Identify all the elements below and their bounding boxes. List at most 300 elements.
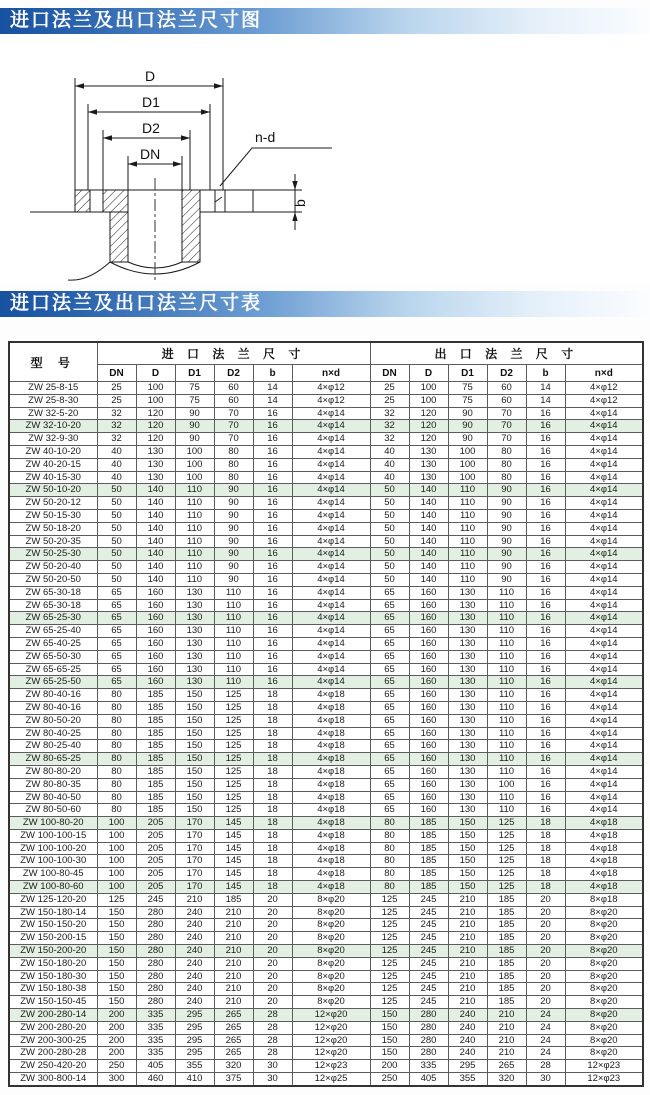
value-cell: 60 [214, 382, 253, 395]
value-cell: 4×φ14 [565, 778, 643, 791]
table-row [9, 471, 643, 484]
model-cell: ZW 65-25-30 [9, 612, 97, 625]
value-cell: 295 [175, 1009, 214, 1022]
value-cell: 125 [487, 829, 526, 842]
value-cell: 90 [448, 433, 487, 446]
value-cell: 125 [214, 740, 253, 753]
value-cell: 150 [448, 817, 487, 830]
value-cell: 18 [526, 881, 565, 894]
value-cell: 100 [97, 829, 136, 842]
value-cell: 100 [409, 382, 448, 395]
value-cell: 110 [448, 561, 487, 574]
table-row [9, 970, 643, 983]
value-cell: 210 [214, 945, 253, 958]
value-cell: 16 [526, 484, 565, 497]
value-cell: 40 [97, 471, 136, 484]
value-cell: 40 [97, 458, 136, 471]
model-cell: ZW 65-25-40 [9, 625, 97, 638]
value-cell: 65 [370, 765, 409, 778]
value-cell: 130 [175, 650, 214, 663]
value-cell: 210 [448, 996, 487, 1009]
model-cell: ZW 65-25-50 [9, 676, 97, 689]
value-cell: 16 [253, 625, 292, 638]
value-cell: 16 [253, 420, 292, 433]
value-cell: 185 [409, 817, 448, 830]
value-cell: 18 [253, 753, 292, 766]
value-cell: 160 [409, 625, 448, 638]
value-cell: 4×φ14 [565, 561, 643, 574]
value-cell: 130 [175, 637, 214, 650]
value-cell: 80 [214, 445, 253, 458]
value-cell: 65 [97, 650, 136, 663]
value-cell: 18 [253, 714, 292, 727]
value-cell: 28 [253, 1034, 292, 1047]
value-cell: 16 [526, 791, 565, 804]
value-cell: 4×φ14 [565, 458, 643, 471]
value-cell: 8×φ20 [292, 906, 370, 919]
value-cell: 160 [409, 676, 448, 689]
value-cell: 125 [487, 842, 526, 855]
value-cell: 130 [448, 625, 487, 638]
value-cell: 100 [175, 458, 214, 471]
value-cell: 65 [370, 791, 409, 804]
value-cell: 80 [97, 689, 136, 702]
value-cell: 150 [175, 804, 214, 817]
model-cell: ZW 100-100-20 [9, 842, 97, 855]
value-cell: 80 [97, 740, 136, 753]
value-cell: 130 [448, 714, 487, 727]
dim-label-nd: n-d [255, 129, 276, 145]
value-cell: 16 [253, 484, 292, 497]
value-cell: 205 [136, 842, 175, 855]
value-cell: 4×φ14 [565, 548, 643, 561]
value-cell: 130 [448, 701, 487, 714]
value-cell: 140 [136, 561, 175, 574]
value-cell: 150 [370, 1034, 409, 1047]
model-cell: ZW 100-80-45 [9, 868, 97, 881]
value-cell: 4×φ14 [292, 650, 370, 663]
value-cell: 280 [136, 932, 175, 945]
table-row [9, 394, 643, 407]
value-cell: 150 [97, 945, 136, 958]
value-cell: 245 [409, 996, 448, 1009]
value-cell: 8×φ20 [565, 945, 643, 958]
value-cell: 150 [370, 1047, 409, 1060]
value-cell: 80 [97, 804, 136, 817]
value-cell: 130 [448, 637, 487, 650]
value-cell: 4×φ14 [565, 484, 643, 497]
model-cell: ZW 65-30-18 [9, 599, 97, 612]
value-cell: 140 [409, 522, 448, 535]
value-cell: 90 [214, 561, 253, 574]
model-cell: ZW 50-20-50 [9, 573, 97, 586]
model-cell: ZW 50-15-30 [9, 509, 97, 522]
table-row [9, 1009, 643, 1022]
value-cell: 50 [370, 548, 409, 561]
value-cell: 16 [526, 573, 565, 586]
value-cell: 100 [97, 842, 136, 855]
value-cell: 185 [136, 689, 175, 702]
value-cell: 12×φ20 [292, 1034, 370, 1047]
value-cell: 150 [97, 906, 136, 919]
col-header-outlet-b: b [526, 365, 565, 382]
value-cell: 16 [253, 637, 292, 650]
value-cell: 150 [97, 996, 136, 1009]
value-cell: 8×φ20 [565, 1047, 643, 1060]
value-cell: 4×φ14 [565, 445, 643, 458]
table-row [9, 420, 643, 433]
value-cell: 240 [175, 970, 214, 983]
value-cell: 185 [487, 983, 526, 996]
value-cell: 125 [214, 753, 253, 766]
value-cell: 4×φ14 [292, 561, 370, 574]
value-cell: 4×φ14 [565, 676, 643, 689]
model-cell: ZW 32-9-30 [9, 433, 97, 446]
value-cell: 4×φ14 [565, 791, 643, 804]
value-cell: 210 [448, 957, 487, 970]
value-cell: 65 [97, 612, 136, 625]
model-cell: ZW 150-180-20 [9, 957, 97, 970]
value-cell: 4×φ14 [565, 471, 643, 484]
value-cell: 65 [370, 663, 409, 676]
value-cell: 18 [253, 804, 292, 817]
value-cell: 65 [370, 599, 409, 612]
value-cell: 210 [448, 970, 487, 983]
value-cell: 8×φ20 [292, 932, 370, 945]
value-cell: 4×φ14 [292, 458, 370, 471]
value-cell: 145 [214, 881, 253, 894]
model-cell: ZW 250-420-20 [9, 1060, 97, 1073]
value-cell: 160 [136, 612, 175, 625]
value-cell: 8×φ20 [292, 996, 370, 1009]
model-cell: ZW 80-65-25 [9, 753, 97, 766]
value-cell: 245 [136, 893, 175, 906]
value-cell: 140 [409, 573, 448, 586]
value-cell: 8×φ20 [292, 957, 370, 970]
value-cell: 265 [214, 1021, 253, 1034]
value-cell: 160 [409, 612, 448, 625]
value-cell: 160 [136, 676, 175, 689]
value-cell: 110 [175, 484, 214, 497]
col-header-outlet-d: D [409, 365, 448, 382]
value-cell: 16 [253, 548, 292, 561]
value-cell: 210 [214, 957, 253, 970]
model-cell: ZW 40-20-15 [9, 458, 97, 471]
value-cell: 80 [97, 753, 136, 766]
value-cell: 70 [487, 433, 526, 446]
value-cell: 120 [136, 433, 175, 446]
value-cell: 110 [487, 612, 526, 625]
value-cell: 16 [526, 701, 565, 714]
value-cell: 16 [526, 522, 565, 535]
value-cell: 150 [370, 1021, 409, 1034]
value-cell: 8×φ20 [565, 957, 643, 970]
value-cell: 16 [526, 407, 565, 420]
table-row [9, 740, 643, 753]
value-cell: 130 [448, 765, 487, 778]
value-cell: 250 [97, 1060, 136, 1073]
value-cell: 160 [409, 778, 448, 791]
value-cell: 110 [487, 599, 526, 612]
value-cell: 110 [214, 612, 253, 625]
model-cell: ZW 65-65-25 [9, 663, 97, 676]
value-cell: 150 [97, 957, 136, 970]
value-cell: 160 [136, 599, 175, 612]
value-cell: 4×φ14 [292, 522, 370, 535]
value-cell: 4×φ12 [565, 382, 643, 395]
table-row [9, 778, 643, 791]
value-cell: 205 [136, 817, 175, 830]
value-cell: 185 [409, 829, 448, 842]
value-cell: 16 [526, 804, 565, 817]
col-header-outlet-d1: D1 [448, 365, 487, 382]
value-cell: 8×φ20 [565, 970, 643, 983]
value-cell: 8×φ20 [565, 932, 643, 945]
dim-label-dn: DN [140, 146, 161, 162]
value-cell: 125 [370, 893, 409, 906]
value-cell: 110 [214, 676, 253, 689]
value-cell: 335 [136, 1034, 175, 1047]
value-cell: 50 [97, 561, 136, 574]
value-cell: 110 [214, 599, 253, 612]
table-row [9, 548, 643, 561]
value-cell: 16 [526, 548, 565, 561]
value-cell: 300 [97, 1073, 136, 1086]
value-cell: 20 [526, 983, 565, 996]
value-cell: 32 [370, 407, 409, 420]
value-cell: 4×φ14 [565, 765, 643, 778]
value-cell: 4×φ14 [565, 509, 643, 522]
value-cell: 130 [448, 676, 487, 689]
table-row [9, 650, 643, 663]
value-cell: 14 [526, 382, 565, 395]
value-cell: 18 [526, 868, 565, 881]
value-cell: 100 [409, 394, 448, 407]
section-header-diagram: 进口法兰及出口法兰尺寸图 [0, 8, 650, 34]
value-cell: 4×φ18 [292, 727, 370, 740]
value-cell: 16 [526, 497, 565, 510]
value-cell: 75 [175, 394, 214, 407]
value-cell: 14 [253, 382, 292, 395]
value-cell: 90 [487, 573, 526, 586]
value-cell: 20 [526, 945, 565, 958]
value-cell: 4×φ14 [292, 676, 370, 689]
value-cell: 8×φ20 [565, 906, 643, 919]
value-cell: 16 [253, 458, 292, 471]
value-cell: 170 [175, 855, 214, 868]
value-cell: 65 [370, 714, 409, 727]
value-cell: 16 [253, 535, 292, 548]
value-cell: 160 [409, 804, 448, 817]
value-cell: 25 [97, 394, 136, 407]
value-cell: 20 [526, 970, 565, 983]
value-cell: 100 [97, 817, 136, 830]
value-cell: 4×φ14 [292, 497, 370, 510]
value-cell: 4×φ18 [292, 855, 370, 868]
value-cell: 12×φ23 [292, 1060, 370, 1073]
value-cell: 150 [175, 727, 214, 740]
value-cell: 210 [487, 1021, 526, 1034]
value-cell: 245 [409, 970, 448, 983]
value-cell: 4×φ12 [292, 382, 370, 395]
value-cell: 110 [487, 791, 526, 804]
model-cell: ZW 80-25-40 [9, 740, 97, 753]
table-row [9, 561, 643, 574]
value-cell: 185 [487, 945, 526, 958]
value-cell: 150 [370, 1009, 409, 1022]
table-row [9, 868, 643, 881]
value-cell: 130 [175, 625, 214, 638]
value-cell: 150 [448, 842, 487, 855]
value-cell: 25 [370, 394, 409, 407]
value-cell: 80 [97, 727, 136, 740]
table-row [9, 1034, 643, 1047]
value-cell: 20 [253, 983, 292, 996]
value-cell: 125 [214, 727, 253, 740]
value-cell: 140 [409, 509, 448, 522]
col-header-outlet-nxd: n×d [565, 365, 643, 382]
value-cell: 140 [136, 497, 175, 510]
value-cell: 90 [487, 509, 526, 522]
value-cell: 125 [487, 881, 526, 894]
value-cell: 12×φ20 [292, 1021, 370, 1034]
value-cell: 16 [526, 689, 565, 702]
value-cell: 4×φ14 [565, 689, 643, 702]
value-cell: 16 [253, 599, 292, 612]
value-cell: 90 [487, 522, 526, 535]
value-cell: 80 [370, 855, 409, 868]
value-cell: 8×φ20 [565, 1021, 643, 1034]
value-cell: 65 [370, 727, 409, 740]
value-cell: 150 [448, 868, 487, 881]
table-row [9, 586, 643, 599]
value-cell: 65 [370, 637, 409, 650]
value-cell: 4×φ14 [565, 701, 643, 714]
table-row [9, 676, 643, 689]
value-cell: 8×φ20 [565, 1009, 643, 1022]
model-cell: ZW 80-40-16 [9, 701, 97, 714]
value-cell: 100 [487, 778, 526, 791]
value-cell: 120 [136, 420, 175, 433]
value-cell: 210 [214, 919, 253, 932]
value-cell: 12×φ20 [292, 1047, 370, 1060]
value-cell: 110 [175, 497, 214, 510]
value-cell: 4×φ14 [292, 420, 370, 433]
value-cell: 110 [448, 522, 487, 535]
value-cell: 125 [214, 701, 253, 714]
value-cell: 65 [97, 599, 136, 612]
model-cell: ZW 100-80-60 [9, 881, 97, 894]
value-cell: 50 [97, 484, 136, 497]
value-cell: 110 [214, 663, 253, 676]
value-cell: 65 [370, 625, 409, 638]
value-cell: 150 [448, 855, 487, 868]
table-row [9, 791, 643, 804]
value-cell: 245 [409, 983, 448, 996]
value-cell: 8×φ18 [565, 893, 643, 906]
value-cell: 185 [409, 842, 448, 855]
value-cell: 16 [526, 778, 565, 791]
table-row [9, 893, 643, 906]
value-cell: 18 [253, 727, 292, 740]
value-cell: 4×φ14 [565, 727, 643, 740]
value-cell: 50 [370, 522, 409, 535]
model-cell: ZW 100-100-30 [9, 855, 97, 868]
value-cell: 150 [175, 778, 214, 791]
value-cell: 125 [214, 714, 253, 727]
model-cell: ZW 150-200-15 [9, 932, 97, 945]
value-cell: 185 [487, 970, 526, 983]
value-cell: 18 [253, 765, 292, 778]
value-cell: 70 [214, 433, 253, 446]
value-cell: 50 [97, 522, 136, 535]
value-cell: 18 [253, 701, 292, 714]
value-cell: 160 [409, 599, 448, 612]
value-cell: 280 [409, 1047, 448, 1060]
value-cell: 24 [526, 1047, 565, 1060]
model-cell: ZW 40-10-20 [9, 445, 97, 458]
value-cell: 4×φ18 [565, 842, 643, 855]
flange-table-section [0, 317, 650, 1087]
value-cell: 32 [97, 433, 136, 446]
dim-label-b: b [292, 199, 308, 207]
value-cell: 65 [97, 663, 136, 676]
value-cell: 4×φ14 [565, 433, 643, 446]
value-cell: 65 [97, 637, 136, 650]
value-cell: 50 [370, 509, 409, 522]
value-cell: 125 [487, 855, 526, 868]
value-cell: 8×φ20 [292, 893, 370, 906]
value-cell: 125 [97, 893, 136, 906]
value-cell: 150 [97, 970, 136, 983]
value-cell: 110 [175, 548, 214, 561]
value-cell: 130 [448, 599, 487, 612]
value-cell: 100 [97, 855, 136, 868]
value-cell: 160 [136, 625, 175, 638]
value-cell: 460 [136, 1073, 175, 1086]
value-cell: 100 [175, 471, 214, 484]
value-cell: 100 [175, 445, 214, 458]
value-cell: 240 [175, 996, 214, 1009]
value-cell: 185 [136, 791, 175, 804]
model-cell: ZW 40-15-30 [9, 471, 97, 484]
value-cell: 20 [253, 893, 292, 906]
table-row [9, 689, 643, 702]
value-cell: 130 [175, 599, 214, 612]
value-cell: 125 [370, 945, 409, 958]
value-cell: 60 [487, 382, 526, 395]
flange-diagram [0, 34, 650, 283]
value-cell: 110 [448, 509, 487, 522]
value-cell: 32 [370, 420, 409, 433]
value-cell: 75 [448, 394, 487, 407]
value-cell: 16 [526, 433, 565, 446]
value-cell: 18 [253, 868, 292, 881]
value-cell: 12×φ23 [565, 1060, 643, 1073]
model-cell: ZW 32-5-20 [9, 407, 97, 420]
value-cell: 16 [253, 497, 292, 510]
model-cell: ZW 50-20-35 [9, 535, 97, 548]
value-cell: 160 [409, 740, 448, 753]
value-cell: 16 [526, 535, 565, 548]
value-cell: 30 [253, 1073, 292, 1086]
value-cell: 4×φ14 [292, 663, 370, 676]
value-cell: 90 [214, 497, 253, 510]
outlet-group-header: 出 口 法 兰 尺 寸 [370, 342, 643, 365]
value-cell: 320 [487, 1073, 526, 1086]
model-cell: ZW 65-40-25 [9, 637, 97, 650]
value-cell: 110 [487, 676, 526, 689]
